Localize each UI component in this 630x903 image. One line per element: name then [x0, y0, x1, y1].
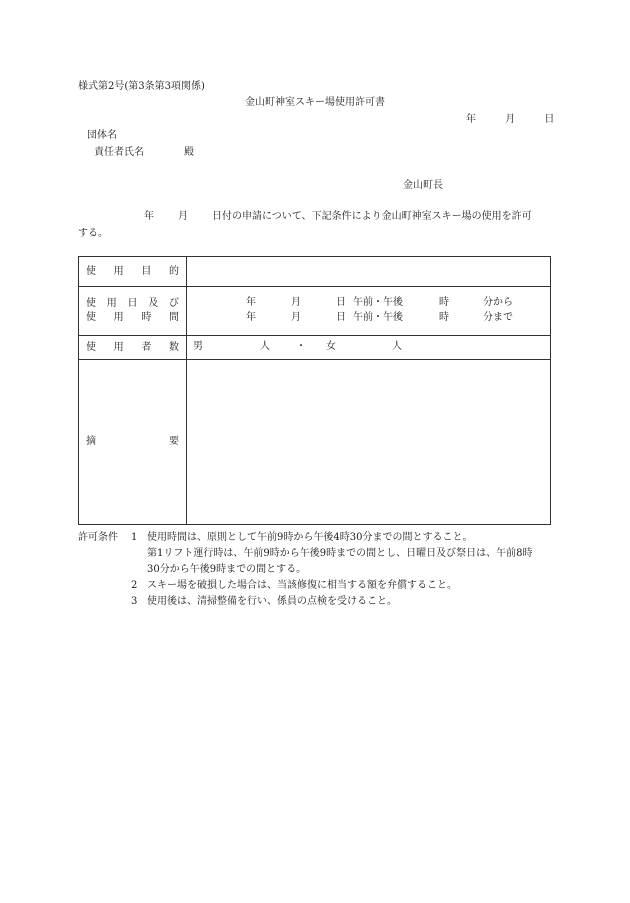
to-min: 分まで: [483, 312, 513, 324]
summary-label-cell: [79, 360, 187, 525]
condition-number: 2: [131, 580, 138, 591]
condition-number: 1: [131, 532, 138, 543]
summary-row: [79, 360, 551, 525]
condition-row: [78, 594, 558, 610]
from-hour: 時: [439, 297, 449, 309]
users-row: [79, 336, 551, 360]
condition-text: スキー場を破損した場合は、当該修復に相当する額を弁償すること。: [147, 580, 457, 591]
date-time-label: 使 用 日 及 び 使 用 時 間: [86, 298, 179, 324]
document-title: 金山町神室スキー場使用許可書: [245, 97, 385, 108]
intro-text: 日付の申請について、下記条件により金山町神室スキー場の使用を許可: [212, 211, 532, 222]
permit-conditions: [78, 530, 558, 610]
from-day: 日: [336, 297, 346, 309]
purpose-label-cell: [79, 257, 187, 287]
users-label: 使 用 者 数: [86, 341, 179, 353]
date-year: 年: [466, 114, 476, 125]
users-label-cell: [79, 336, 187, 360]
to-ampm: 午前・午後: [353, 312, 403, 324]
from-month: 月: [291, 297, 301, 309]
male-label: 男: [193, 341, 203, 353]
date-month: 月: [505, 114, 516, 125]
from-year: 年: [246, 297, 256, 309]
intro-month: 月: [178, 211, 188, 222]
separator-dot: ・: [296, 341, 306, 353]
date-time-label-cell: [79, 287, 187, 336]
purpose-value-cell: [187, 257, 551, 287]
form-reference: 様式第2号(第3条第3項関係): [78, 81, 205, 92]
from-ampm: 午前・午後: [353, 297, 403, 309]
users-value-cell: [187, 336, 551, 360]
honorific: 殿: [184, 147, 194, 158]
condition-text: 使用時間は、原則として午前9時から午後4時30分までの間とすること。: [147, 532, 473, 543]
condition-number: 3: [131, 596, 138, 607]
intro-line-1: [144, 212, 532, 222]
to-hour: 時: [439, 312, 449, 324]
female-label: 女: [326, 341, 336, 353]
condition-text: 30分から午後9時までの間とする。: [147, 564, 307, 575]
org-name-label: 団体名: [87, 130, 117, 141]
responsible-name-label: 責任者氏名: [94, 147, 144, 158]
date-day: 日: [544, 114, 555, 125]
condition-row: [78, 562, 558, 578]
summary-label: 摘 要: [86, 436, 179, 448]
date-time-value-cell: [187, 287, 551, 336]
issue-date: [466, 115, 554, 125]
permit-table: [78, 256, 551, 525]
condition-row: [78, 578, 558, 594]
male-unit: 人: [260, 341, 270, 353]
to-day: 日: [336, 312, 346, 324]
female-unit: 人: [392, 341, 402, 353]
conditions-label: 許可条件: [78, 532, 118, 543]
issuer-name: 金山町長: [403, 180, 443, 191]
intro-year: 年: [144, 211, 154, 222]
responsible-person: [94, 148, 194, 158]
purpose-label: 使 用 目 的: [86, 265, 179, 277]
summary-value-cell: [187, 360, 551, 525]
date-time-row: [79, 287, 551, 336]
condition-text: 第1リフト運行時は、午前9時から午後9時までの間とし、日曜日及び祭日は、午前8時: [147, 548, 533, 559]
condition-row: [78, 546, 558, 562]
condition-row: [78, 530, 558, 546]
from-min: 分から: [483, 297, 513, 309]
to-month: 月: [291, 312, 301, 324]
condition-text: 使用後は、清掃整備を行い、係員の点検を受けること。: [147, 596, 397, 607]
to-year: 年: [246, 312, 256, 324]
purpose-row: [79, 257, 551, 287]
intro-line-2: する。: [78, 228, 108, 239]
